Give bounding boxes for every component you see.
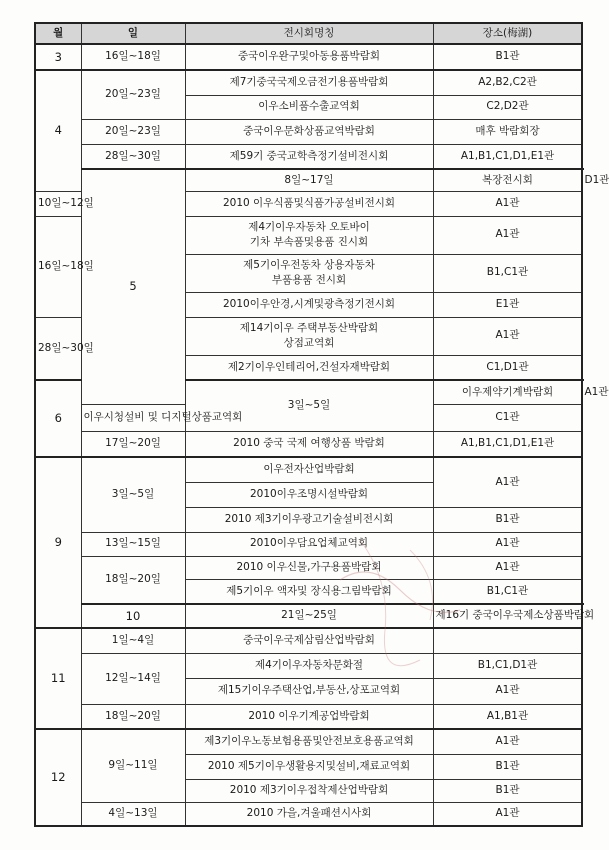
table-row (35, 70, 582, 95)
date-cell: 20일~23일 (81, 119, 185, 144)
venue-cell: E1관 (433, 292, 582, 317)
exhibition-schedule-table (34, 22, 609, 827)
exhibition-name-cell: 2010 중국 국제 여행상품 박람회 (185, 431, 433, 457)
table-row (35, 653, 582, 678)
venue-cell: A2,B2,C2관 (433, 70, 582, 95)
month-cell: 5 (81, 169, 185, 404)
exhibition-name-cell: 제15기이우주택산업,부동산,상포교역회 (185, 678, 433, 704)
table-row (35, 119, 582, 144)
exhibition-name-cell: 중국이우국제삼림산업박람회 (185, 628, 433, 653)
exhibition-name-cell: 이우제약기계박람회 (433, 380, 582, 404)
table-row: 6 3일~5일 이우제약기계박람회 A1관 (35, 380, 582, 404)
table-row (35, 628, 582, 653)
month-cell: 12 (35, 729, 81, 826)
exhibition-name-cell: 제7기중국국제오금전기용품박람회 (185, 70, 433, 95)
venue-cell: A1,B1,C1,D1,E1관 (433, 431, 582, 457)
exhibition-name-cell: 중국이우문화상품교역박람회 (185, 119, 433, 144)
exhibition-name-cell: 2010이우담요업체교역회 (185, 532, 433, 556)
date-cell: 10일~12일 (35, 191, 81, 216)
date-cell: 8일~17일 (185, 169, 433, 191)
date-cell: 13일~15일 (81, 532, 185, 556)
venue-cell: A1관 (433, 317, 582, 355)
venue-cell: A1관 (433, 532, 582, 556)
venue-cell: B1관 (433, 779, 582, 802)
exhibition-name-cell: 중국이우완구및아동용품박람회 (185, 44, 433, 70)
header-venue: 장소(梅湖) (433, 23, 582, 44)
schedule-body (35, 44, 609, 826)
table-row (35, 431, 582, 457)
month-cell: 6 (35, 380, 81, 457)
table-row (35, 604, 582, 628)
venue-cell (433, 628, 582, 653)
venue-cell: B1,C1관 (433, 254, 582, 292)
venue-cell: B1관 (433, 44, 582, 70)
exhibition-name-cell: 2010이우안경,시계및광측정기전시회 (185, 292, 433, 317)
date-cell: 16일~18일 (35, 216, 81, 317)
header-row (35, 23, 582, 44)
venue-cell: C2,D2관 (433, 95, 582, 119)
venue-cell: B1관 (433, 754, 582, 779)
exhibition-name-cell: 2010 제3기이우접착제산업박람회 (185, 779, 433, 802)
exhibition-name-cell: 2010 제3기이우광고기술설비전시회 (185, 507, 433, 532)
date-cell: 20일~23일 (81, 70, 185, 119)
date-cell: 28일~30일 (35, 317, 81, 380)
exhibition-name-cell: 제5기이우 액자및 장식용그림박람회 (185, 579, 433, 604)
exhibition-name-cell: 2010 가을,겨울패션시사회 (185, 802, 433, 826)
date-cell: 4일~13일 (81, 802, 185, 826)
table-row (35, 144, 582, 169)
date-cell: 21일~25일 (185, 604, 433, 628)
date-cell: 3일~5일 (81, 457, 185, 532)
date-cell: 18일~20일 (81, 556, 185, 604)
venue-cell: 매후 박람회장 (433, 119, 582, 144)
date-cell: 16일~18일 (81, 44, 185, 70)
exhibition-name-cell: 이우전자산업박람회 (185, 457, 433, 482)
month-cell: 3 (35, 44, 81, 70)
exhibition-name-cell: 2010이우조명시설박람회 (185, 482, 433, 507)
date-cell: 12일~14일 (81, 653, 185, 704)
exhibition-name-cell: 제3기이우노동보험용품및안전보호용품교역회 (185, 729, 433, 754)
exhibition-name-cell: 제14기이우 주택부동산박람회 상점교역회 (185, 317, 433, 355)
venue-cell: B1관 (433, 507, 582, 532)
exhibition-name-cell: 이우소비품수출교역회 (185, 95, 433, 119)
header-exhibition-name: 전시회명칭 (185, 23, 433, 44)
exhibition-name-cell: 제2기이우인테리어,건설자재박람회 (185, 355, 433, 380)
exhibition-name-cell: 제16기 중국이우국제소상품박람회 (433, 604, 582, 628)
venue-cell: A1,B1관 (433, 704, 582, 729)
venue-cell: A1관 (433, 191, 582, 216)
table-row (35, 556, 582, 579)
month-cell: 4 (35, 70, 81, 191)
venue-cell: B1,C1관 (433, 579, 582, 604)
venue-cell: A1,B1,C1,D1,E1관 (433, 144, 582, 169)
table-row (35, 729, 582, 754)
exhibition-name-cell: 2010 이우신물,가구용품박람회 (185, 556, 433, 579)
table-row (35, 802, 582, 826)
venue-cell: A1관 (433, 457, 582, 507)
venue-cell: A1관 (433, 729, 582, 754)
exhibition-name-cell: 복장전시회 (433, 169, 582, 191)
date-cell: 9일~11일 (81, 729, 185, 802)
month-cell: 11 (35, 628, 81, 729)
venue-cell: A1관 (433, 216, 582, 254)
date-cell: 3일~5일 (185, 380, 433, 431)
date-cell: 1일~4일 (81, 628, 185, 653)
header-day: 일 (81, 23, 185, 44)
exhibition-name-cell: 2010 제5기이우생활용지및설비,재료교역회 (185, 754, 433, 779)
table-row (35, 704, 582, 729)
venue-cell: B1,C1,D1관 (433, 653, 582, 678)
table-row (35, 44, 582, 70)
table-row: 5 8일~17일 복장전시회 D1관 (35, 169, 582, 191)
exhibition-name-cell: 제5기이우전동차 상용자동차 부품용품 전시회 (185, 254, 433, 292)
venue-cell: A1관 (433, 678, 582, 704)
exhibition-name-cell: 제4기이우자동차 오토바이 기차 부속품및용품 진시회 (185, 216, 433, 254)
exhibition-name-cell: 제59기 중국교학측정기설비전시회 (185, 144, 433, 169)
venue-cell: C1,D1관 (433, 355, 582, 380)
exhibition-name-cell: 2010 이우식품및식품가공설비전시회 (185, 191, 433, 216)
venue-cell: C1관 (433, 404, 582, 431)
table-row (35, 457, 582, 482)
exhibition-name-cell: 이우시청설비 및 디지털상품교역회 (81, 404, 185, 431)
exhibition-name-cell: 2010 이우기계공업박람회 (185, 704, 433, 729)
header-month: 월 (35, 23, 81, 44)
date-cell: 28일~30일 (81, 144, 185, 169)
date-cell: 18일~20일 (81, 704, 185, 729)
table-row (35, 532, 582, 556)
month-cell: 9 (35, 457, 81, 628)
venue-cell: A1관 (433, 556, 582, 579)
month-cell: 10 (81, 604, 185, 628)
exhibition-name-cell: 제4기이우자동차문화절 (185, 653, 433, 678)
venue-cell: A1관 (433, 802, 582, 826)
date-cell: 17일~20일 (81, 431, 185, 457)
